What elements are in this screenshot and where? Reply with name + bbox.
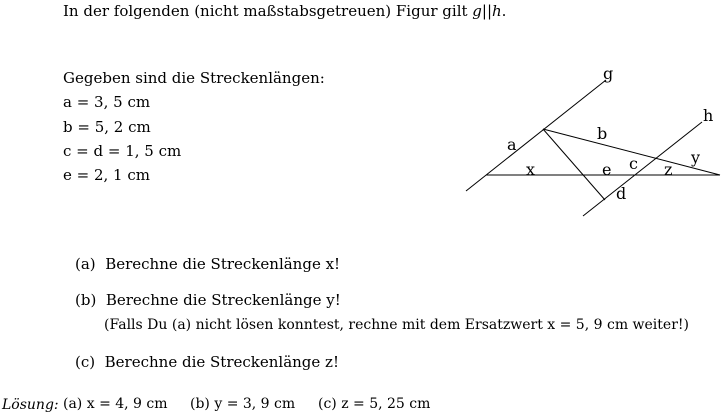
intro-text: In der folgenden (nicht maßstabsgetreuen) Figur gilt [63,2,473,20]
task-b [75,293,341,308]
label-z: z [664,160,673,179]
task-c-label: (c) [75,353,96,371]
given-e: e = 2, 1 cm [63,166,150,184]
label-a: a [507,135,517,154]
solution-label: Lösung: [2,397,59,413]
solution-b: (b) y = 3, 9 cm [190,396,296,412]
line-apex-d [543,129,605,200]
label-c: c [629,154,638,173]
given-heading: Gegeben sind die Streckenlängen: [63,69,325,87]
task-c [75,355,339,370]
label-b: b [597,124,608,143]
label-y: y [691,148,701,167]
task-b-text: Berechne die Streckenlänge y! [105,291,341,309]
task-c-text: Berechne die Streckenlänge z! [104,353,339,371]
label-x: x [526,160,536,179]
label-g: g [603,64,614,83]
task-a-text: Berechne die Streckenlänge x! [105,255,341,273]
task-b-label: (b) [75,291,97,309]
line-g [466,80,606,191]
solution-c: (c) z = 5, 25 cm [318,396,431,412]
task-a-label: (a) [75,255,96,273]
task-b-note: (Falls Du (a) nicht lösen konntest, rechne mit dem Ersatzwert x = 5, 9 cm weiter!) [104,317,689,333]
intro-period: . [501,2,507,20]
given-a: a = 3, 5 cm [63,93,151,111]
solution-a: (a) x = 4, 9 cm [63,396,168,412]
label-h: h [703,106,714,125]
label-d: d [616,184,627,203]
label-e: e [602,160,612,179]
parallel-expression: g||h [472,2,502,20]
given-c-d: c = d = 1, 5 cm [63,142,182,160]
given-b: b = 5, 2 cm [63,118,151,136]
task-a [75,257,340,272]
